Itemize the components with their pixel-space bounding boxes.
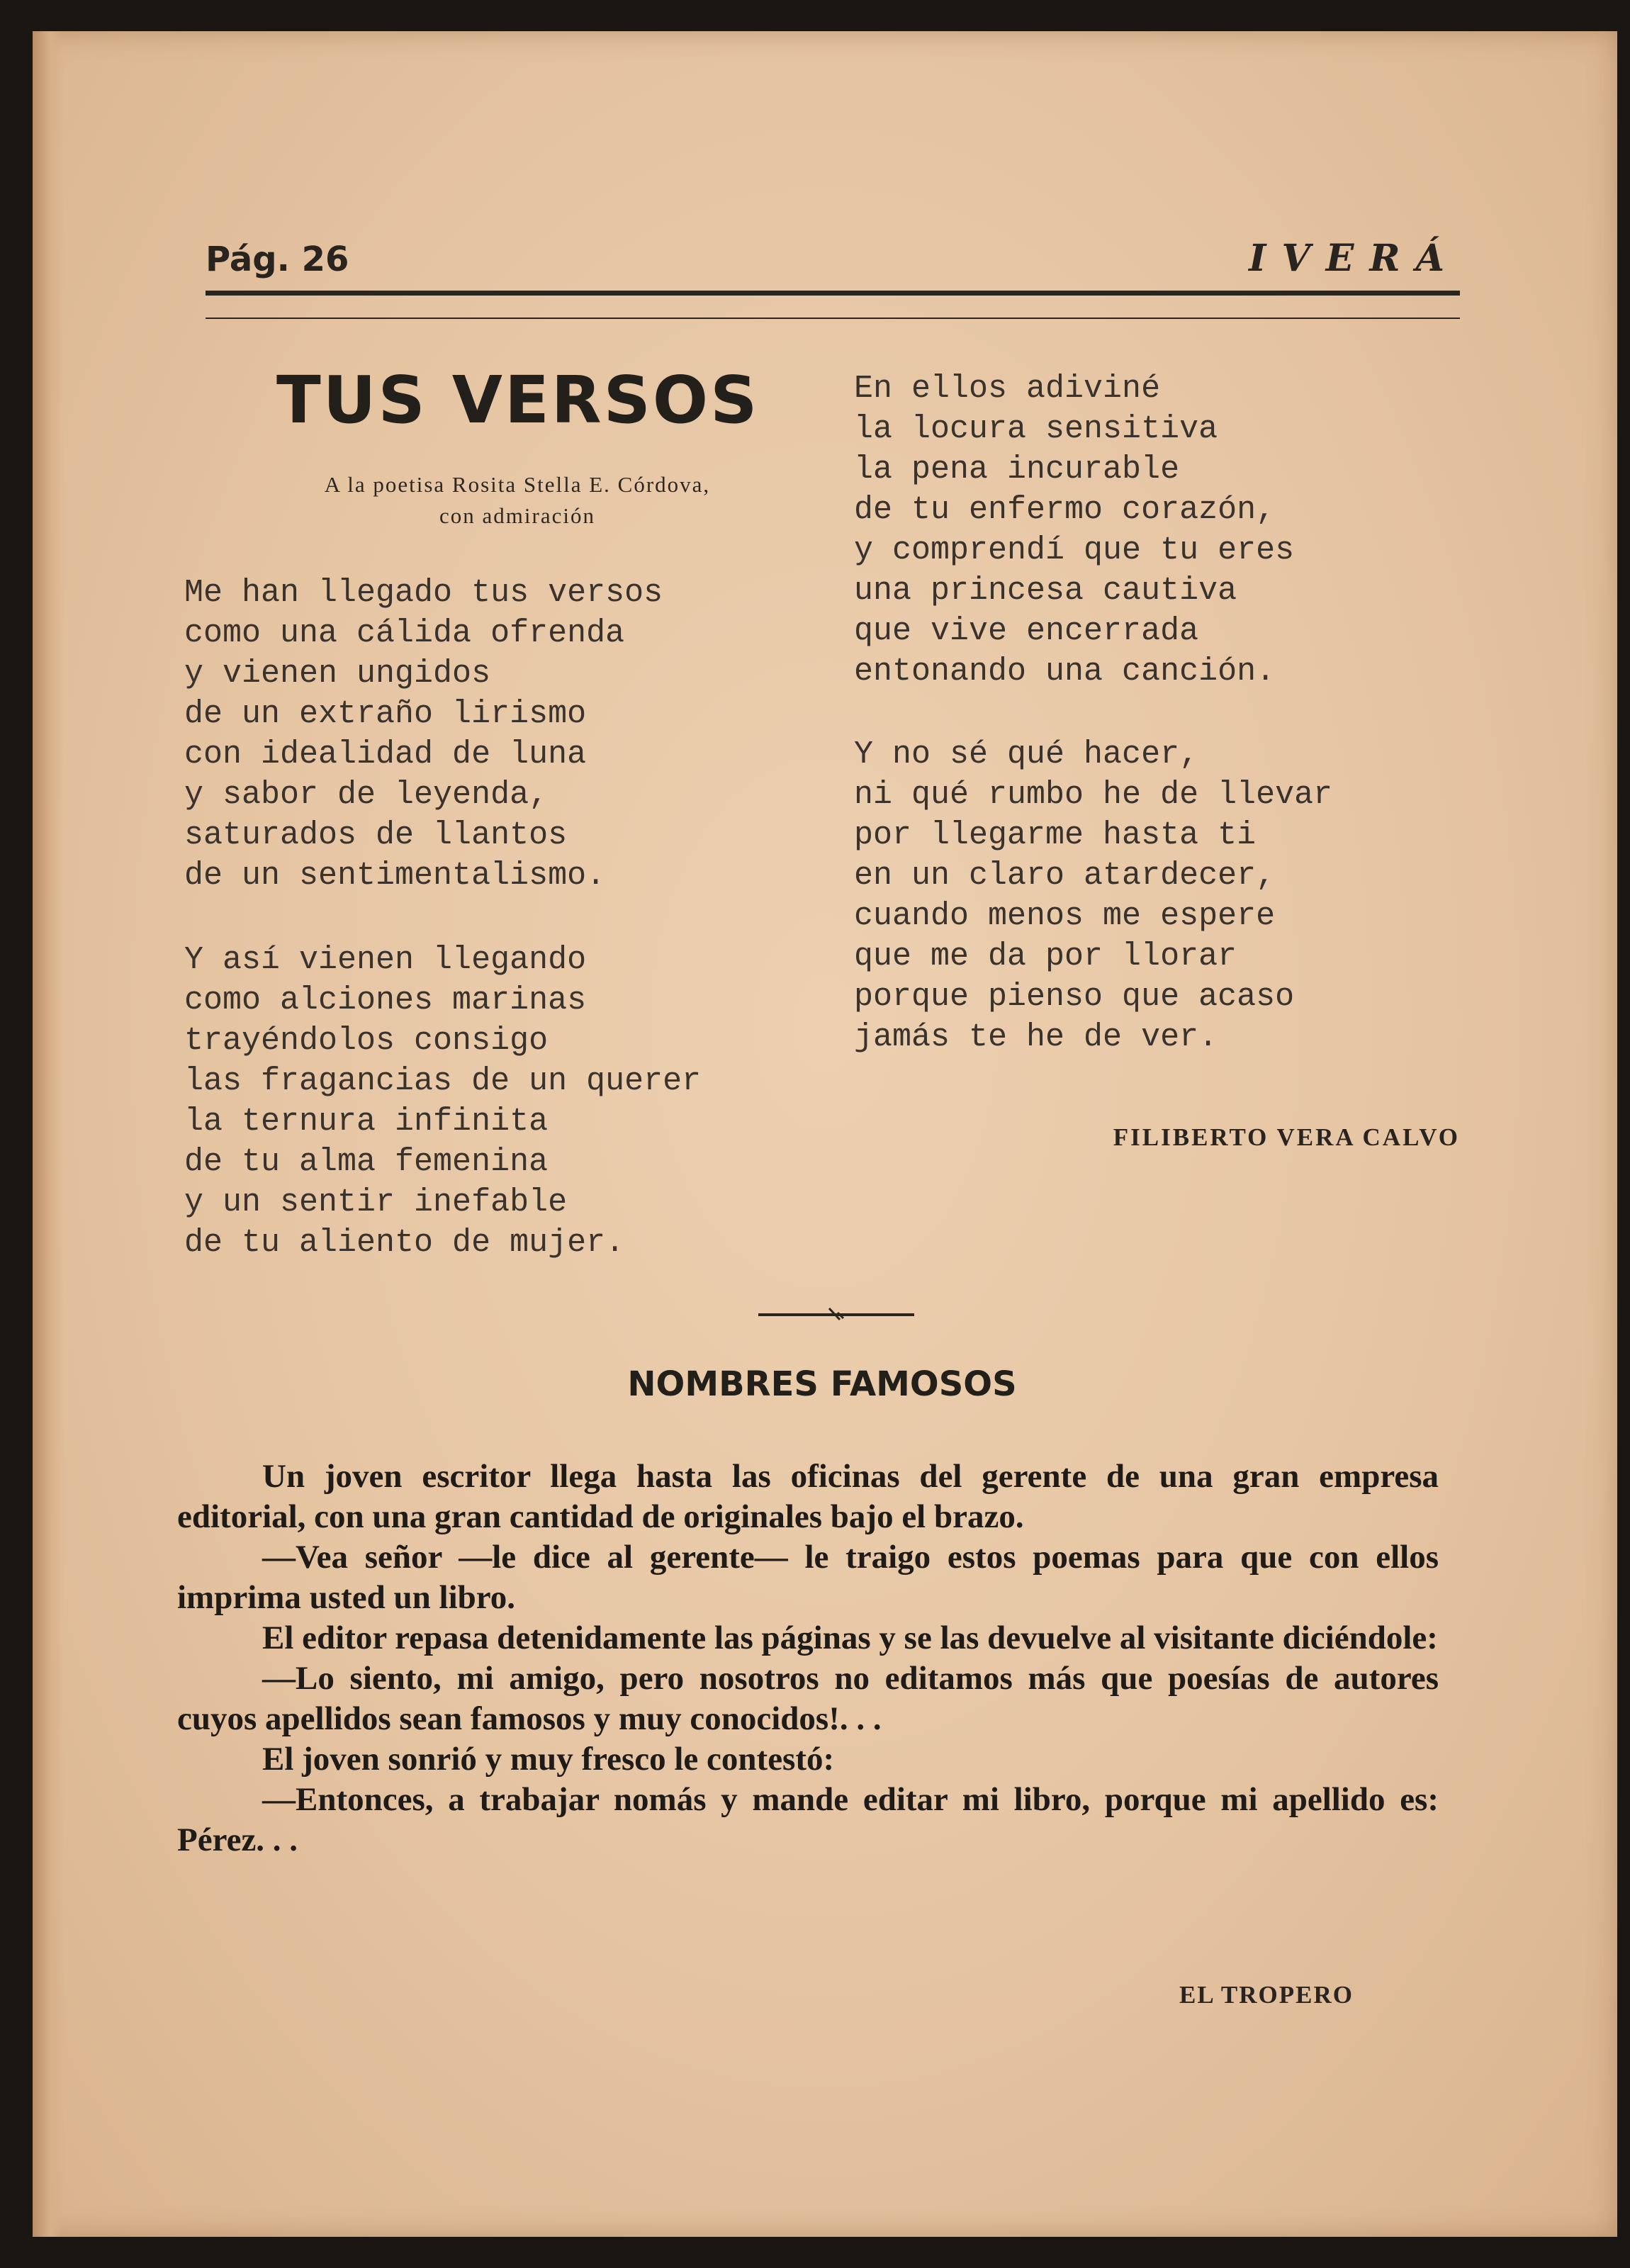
verse-line: Me han llegado tus versos [184, 575, 663, 611]
verse-line: y un sentir inefable [184, 1184, 568, 1220]
poem-right-column [854, 369, 1463, 1057]
verse-line: una princesa cautiva [854, 573, 1237, 609]
stanza [854, 369, 1463, 692]
journal-title: IVERÁ [1249, 237, 1460, 280]
header-rule-thick [206, 291, 1460, 296]
header-rule-thin [206, 318, 1460, 319]
verse-line: y vienen ungidos [184, 656, 491, 692]
stanza [854, 734, 1463, 1057]
stanza [184, 573, 850, 896]
poem-dedication [213, 469, 822, 532]
verse-line: que vive encerrada [854, 613, 1199, 649]
dedication-line: con admiración [439, 503, 595, 528]
section-divider-ornament [758, 1304, 914, 1325]
verse-line: de tu aliento de mujer. [184, 1225, 625, 1261]
verse-line: y comprendí que tu eres [854, 532, 1295, 568]
verse-line: de tu alma femenina [184, 1144, 549, 1180]
verse-line: por llegarme hasta ti [854, 817, 1257, 853]
running-head [206, 234, 1460, 284]
verse-line: de un extraño lirismo [184, 696, 587, 732]
verse-line: Y no sé qué hacer, [854, 736, 1199, 773]
verse-line: porque pienso que acaso [854, 979, 1295, 1015]
verse-line: y sabor de leyenda, [184, 777, 549, 813]
verse-line: entonando una canción. [854, 653, 1276, 690]
article-body [177, 1456, 1439, 1860]
verse-line: saturados de llantos [184, 817, 568, 853]
article-paragraph: —Vea señor —le dice al gerente— le traigo estos poemas para que con ellos imprima usted un libro. [177, 1539, 1439, 1616]
verse-line: en un claro atardecer, [854, 858, 1276, 894]
article-paragraph: El editor repasa detenidamente las páginas y se las devuelve al visitante diciéndole: [262, 1619, 1438, 1656]
verse-line: de tu enfermo corazón, [854, 492, 1276, 528]
verse-line: ni qué rumbo he de llevar [854, 777, 1333, 813]
verse-line: trayéndolos consigo [184, 1023, 549, 1059]
verse-line: la locura sensitiva [854, 411, 1218, 447]
verse-line: que me da por llorar [854, 938, 1237, 975]
poem-title: TUS VERSOS [276, 362, 760, 438]
verse-line: jamás te he de ver. [854, 1019, 1218, 1055]
dedication-line: A la poetisa Rosita Stella E. Córdova, [324, 472, 711, 497]
verse-line: como una cálida ofrenda [184, 615, 625, 651]
verse-line: de un sentimentalismo. [184, 858, 606, 894]
poem-author: FILIBERTO VERA CALVO [1113, 1123, 1460, 1151]
verse-line: Y así vienen llegando [184, 942, 587, 978]
page-spine-shadow [33, 31, 62, 2237]
article-title: NOMBRES FAMOSOS [627, 1364, 1017, 1404]
verse-line: la ternura infinita [184, 1104, 549, 1140]
article-author: EL TROPERO [1179, 1981, 1354, 2009]
verse-line: las fragancias de un querer [184, 1063, 702, 1099]
verse-line: cuando menos me espere [854, 898, 1276, 934]
article-paragraph: —Lo siento, mi amigo, pero nosotros no editamos más que poesías de autores cuyos apellidos sean famosos y muy conocidos!. . . [177, 1660, 1439, 1737]
stanza [184, 940, 850, 1263]
article-paragraph: —Entonces, a trabajar nomás y mande editar mi libro, porque mi apellido es: Pérez. . . [177, 1781, 1439, 1858]
article-paragraph: Un joven escritor llega hasta las oficinas del gerente de una gran empresa editorial, con una gran cantidad de originales bajo el brazo. [177, 1458, 1439, 1535]
page-number: Pág. 26 [206, 240, 349, 279]
verse-line: la pena incurable [854, 451, 1180, 488]
poem-left-column [184, 361, 850, 1263]
verse-line: como alciones marinas [184, 982, 587, 1018]
article-paragraph: El joven sonrió y muy fresco le contestó: [262, 1741, 835, 1778]
verse-line: En ellos adiviné [854, 371, 1161, 407]
verse-line: con idealidad de luna [184, 736, 587, 773]
